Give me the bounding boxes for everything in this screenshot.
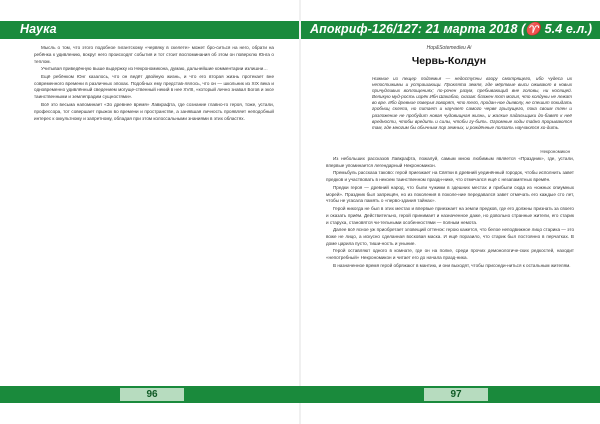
right-footer-bar bbox=[300, 386, 600, 403]
page-number-right: 97 bbox=[424, 388, 488, 401]
left-header-bar bbox=[0, 21, 300, 39]
right-header-bar bbox=[300, 21, 600, 39]
paragraph: Герой оставляют одного в комнате, где он на полке, среди прочих демонологиче-ских редкостей, находит «непотребный» Некрономикон и читает его до начала празд-ника. bbox=[326, 248, 574, 261]
paragraph: Учитывая приведённую выше выдержку из Некрономикона, думаю, дальнейшие комментарии излишни… bbox=[41, 66, 268, 72]
paragraph: Далее всё ясное уж приобретает зловещий оттенок: герою кажется, что белое неподвижное лицо старика — это воже не лицо, а искусно сделанная восковая маска. И ещё поразило, что старик был постоянно в перчатках. В доме царила пусто, тиши-ность и уныние. bbox=[326, 227, 575, 246]
story-title: Червь-Колдун bbox=[411, 55, 487, 67]
epigraph-source: Некрономикон bbox=[540, 149, 570, 154]
page-number-left: 96 bbox=[120, 388, 184, 401]
section-title: Наука bbox=[20, 22, 57, 36]
left-footer-bar bbox=[0, 386, 300, 403]
paragraph: Предки героя — древний народ, что были чужими в здешних местах и прибыли сюда из «южных опиумных морей». Праздник был запрещён, но из поколения в поколе-ние передавался завет отмечать его каждые сто лет, чтобы не угасала память о «перво-здания тайнах». bbox=[326, 184, 574, 204]
paragraph: Мысль о том, что этого подобное гигантскому «червяку в скелете» может бро-ситься на него, обрати на ребёнка к удивлению, вокруг него происходят события и тот стоит воспоминания об этом он поверхлю Юнга о теплом. bbox=[34, 45, 274, 64]
paragraph: Премьбуль рассказа таково: герой приезжает на Святки в древний уединённый городок, чтобы исполнить завет предков и участвовать в некоем таинственном праздн-нике, что отмечался ещё с незапамятных времён. bbox=[326, 170, 574, 183]
paragraph: Всё это весьма напоминает «Зо древнее время» Лавкрафта, где сознание главно-го героя, тоже, устали, профессора, тот совершает прыжок во времени и пространстве, а занявшая личность проявляет неподобный интерес к оккультному и запретному, обладая при этом колоссальными знаниями в этих областях. bbox=[34, 101, 274, 121]
left-page-text bbox=[34, 45, 274, 122]
paragraph: Ещё ребёнком Юнг казалось, что он ведёт двойную жизнь, и что его вторая жизнь протекает вне современного времени в различных эпохах. Подобных ему представ-лялось, что он — школьник из XIX века и одновременно удивлённый сведением могуще-ственный некий в нее XVIII, «который лично знавал Богов и эксе таинственными и землепрадим сущностями». bbox=[34, 73, 274, 100]
paragraph: Герой никогда не был в этих местах и впервые приезжает на земли предков, где его должны признать за своего и оказать приём. Действительно, герой принимает и назначенное даже, но довольно странные жители, его старик и старуха, становятся чи-тельными особенностями — полным немота. bbox=[326, 205, 574, 225]
story-heading bbox=[326, 44, 572, 67]
paragraph: Из небольших рассказов Лавкрафта, пожалуй, самым мною любимым является «Праздник», где, устали, впервые упоминается легендарный Некрономикон. bbox=[326, 156, 574, 168]
epigraph: Нижние из пещер подземья — недоступны взору смотрящего, ибо чудеса их непостижимы и устрашающи. Проклята земля, где мёртвые выси оживают в новых причудливых воплощениях; по-рочен разум, пребывающий вне головы, ни носящей. Великую муд-рость изрёк Ибн Шакабао, сказав: блажен тот могил, что колдуны не лежат во вре. Ибо древние поверья говорят, что тело, продан-ное дьяволу, не спешит покидать гробниц склепа, но питает и научает самого червя грызущего, пока своим тлен и разложение не пробудит новая чудовищная жизнь, и жалкие падальщики до-бавят к неё вредности, чтобы вредить и силы, чтобы гу-бить. Огромные ходы тайно прорываются там, где многим бы обычным пор земных, и рождённые ползать научаются хо-дить. bbox=[372, 76, 572, 130]
issue-title: Апокриф-126/127: 21 марта 2018 (♈ 5.4 е.л.) bbox=[310, 22, 593, 36]
paragraph: В назначенное время герой обряжают в мантию, и они выходят, чтобы присоеди-ниться к остальным жителям. bbox=[333, 262, 571, 268]
author-byline: Нор&Sotemedieu Ai bbox=[426, 45, 472, 51]
page-gutter bbox=[299, 0, 301, 424]
right-page-text bbox=[326, 156, 574, 270]
